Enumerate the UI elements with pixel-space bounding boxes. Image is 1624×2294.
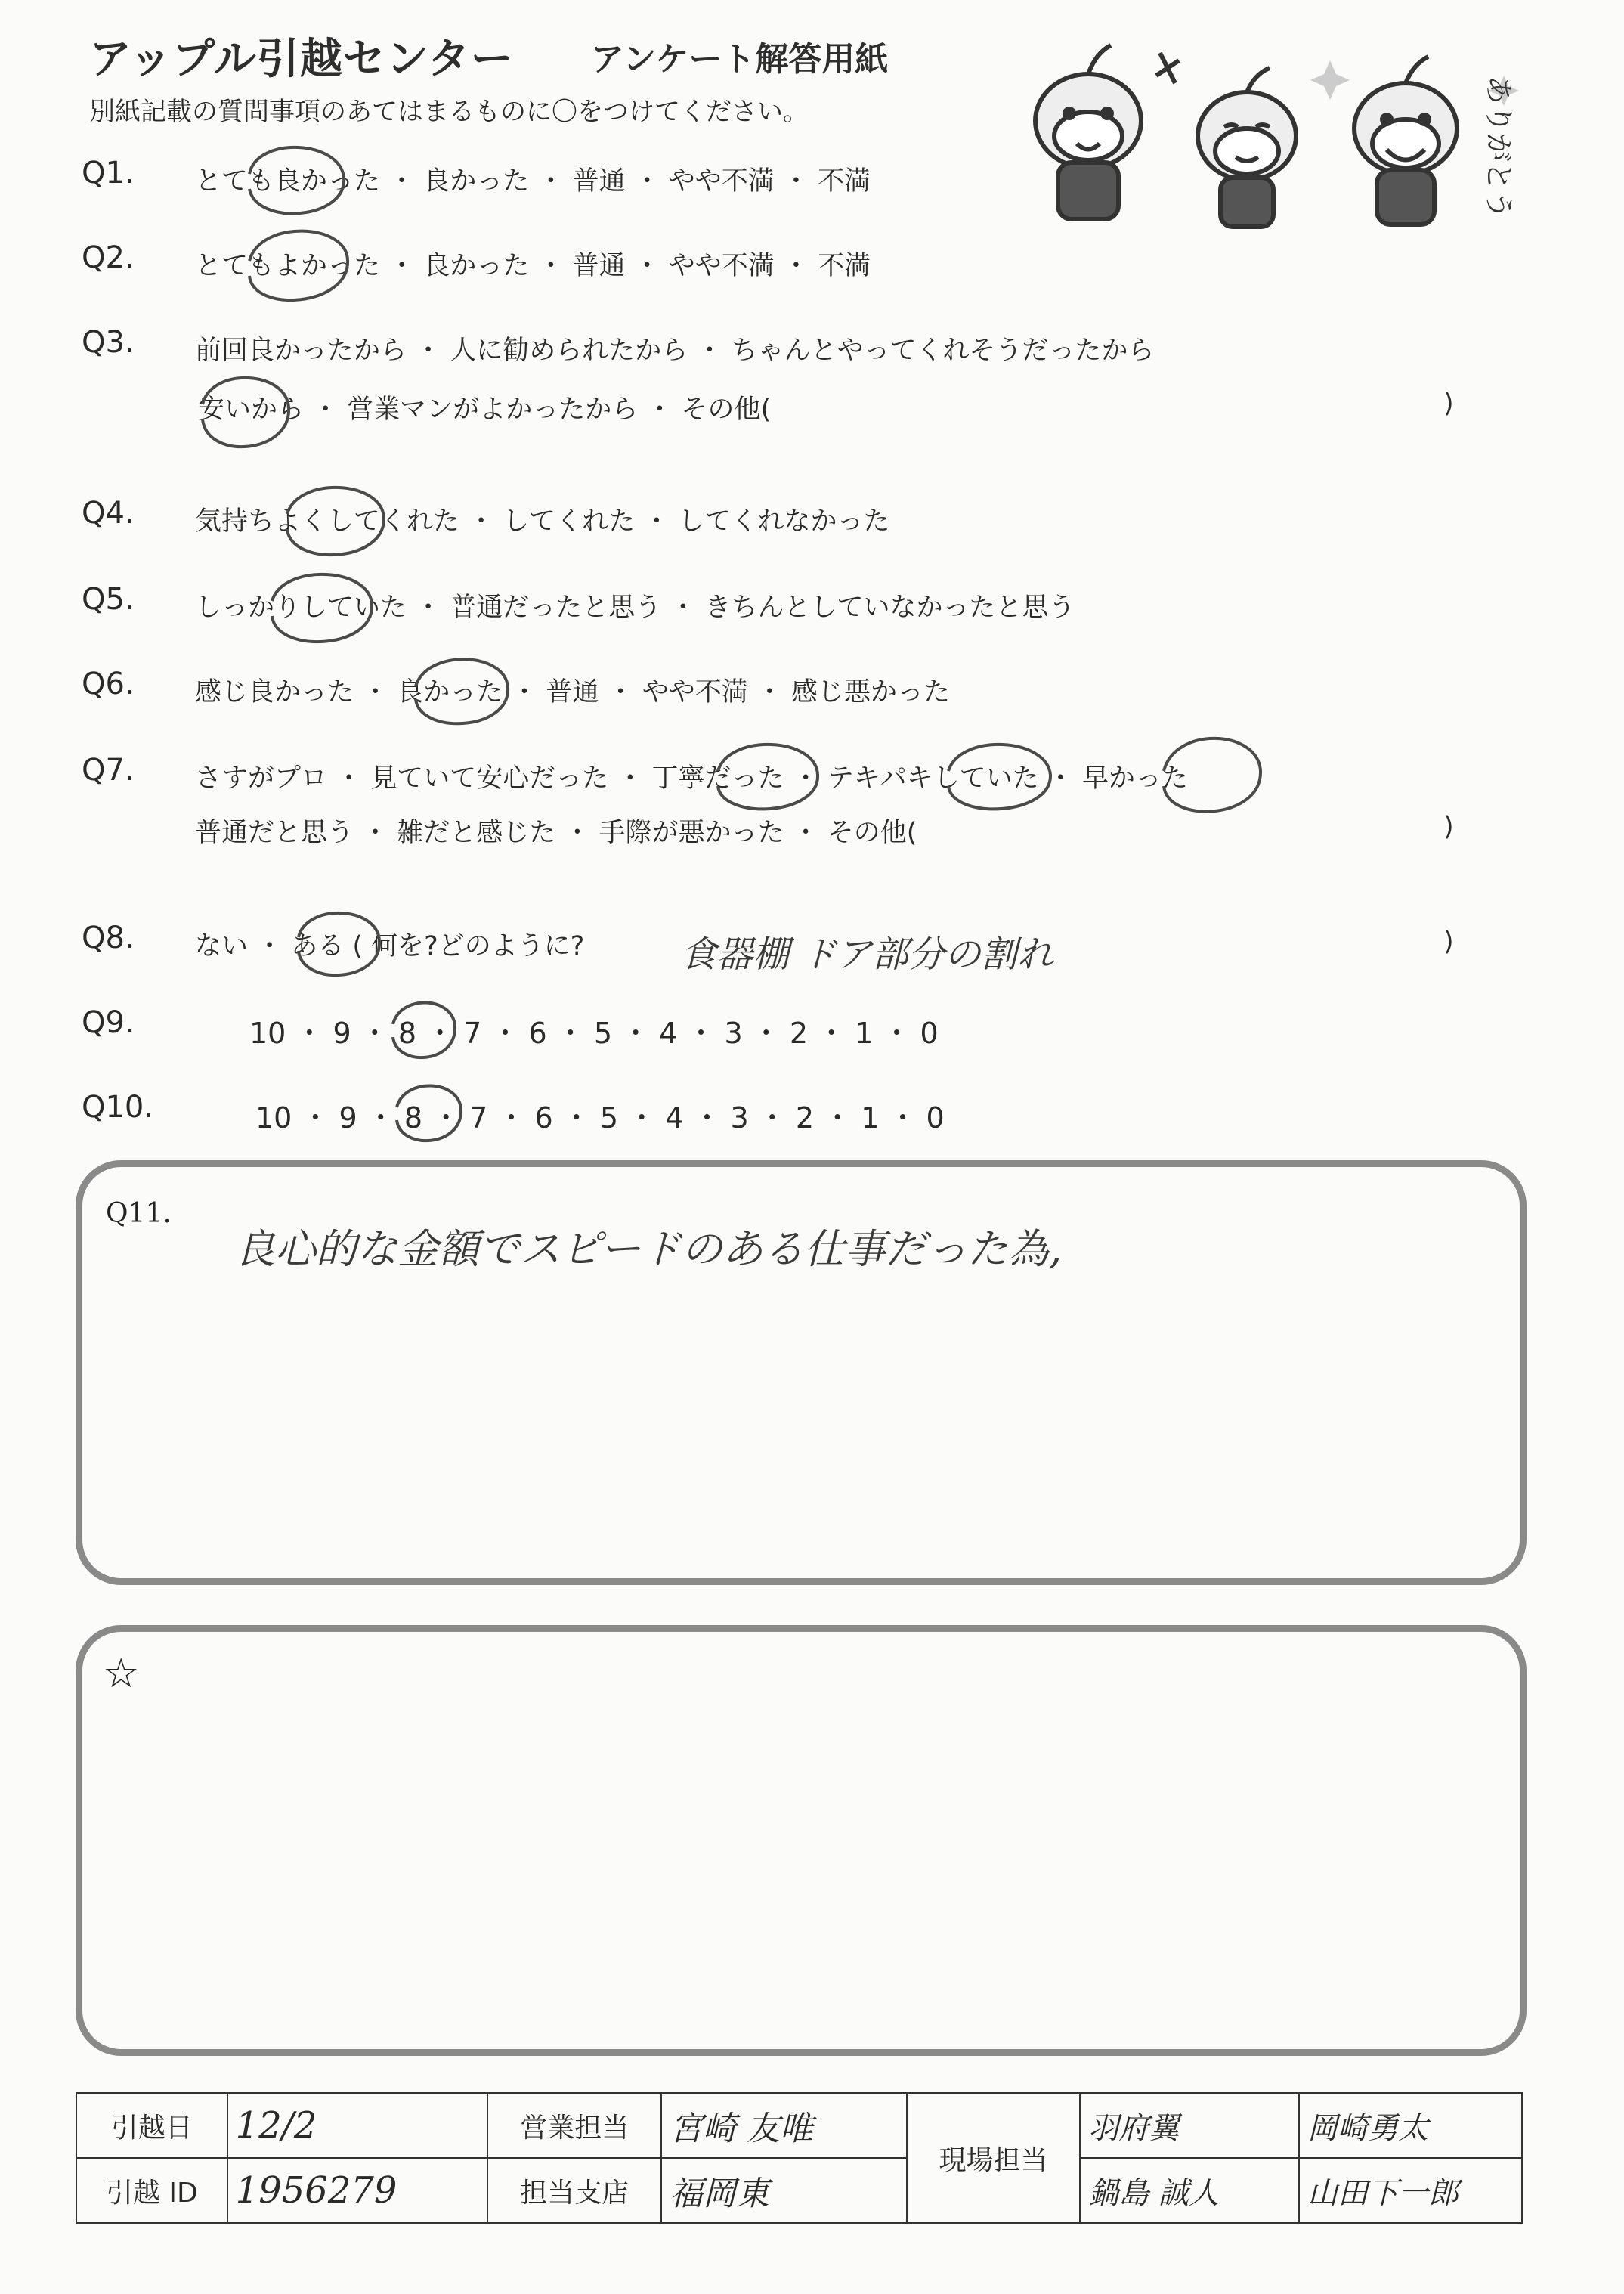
q4-label: Q4. [82,496,135,531]
staff-1: 羽府翼 [1080,2093,1299,2158]
sales-value: 宮崎 友唯 [661,2093,907,2158]
q8-options: ない ・ ある ( 何を?どのように? [195,931,585,961]
footer-table [76,2092,1523,2224]
comment-box [76,1625,1527,2056]
q10-label: Q10. [82,1090,154,1125]
q3-close-paren: ) [1443,389,1454,419]
move-id-label: 引越 ID [76,2158,227,2223]
q2-options: とてもよかった ・ 良かった ・ 普通 ・ やや不満 ・ 不満 [195,251,871,281]
brand-title: アップル引越センター [89,35,514,84]
q3-label: Q3. [82,325,135,360]
instructions: 別紙記載の質問事項のあてはまるものに〇をつけてください。 [89,97,809,127]
q7-options-line1: さすがプロ ・ 見ていて安心だった ・ 丁寧だった ・ テキパキしていた ・ 早かった [195,763,1189,794]
q6-options: 感じ良かった ・ 良かった ・ 普通 ・ やや不満 ・ 感じ悪かった [195,677,951,707]
staff-4: 山田下一郎 [1299,2158,1522,2223]
q1-options: とても良かった ・ 良かった ・ 普通 ・ やや不満 ・ 不満 [195,166,871,197]
q8-close-paren: ) [1443,927,1454,957]
star-label: ☆ [103,1649,140,1697]
q5-label: Q5. [82,582,135,617]
staff-3: 鍋島 誠人 [1080,2158,1299,2223]
staff-2: 岡崎勇太 [1299,2093,1522,2158]
sales-label: 営業担当 [487,2093,661,2158]
mascot-caption: ありがとう [1482,76,1515,220]
form-subtitle: アンケート解答用紙 [591,40,889,79]
q4-options: 気持ちよくしてくれた ・ してくれた ・ してくれなかった [195,506,890,537]
q5-options: しっかりしていた ・ 普通だったと思う ・ きちんとしていなかったと思う [195,593,1075,623]
q1-label: Q1. [82,156,135,190]
q3-options-line1: 前回良かったから ・ 人に勧められたから ・ ちゃんとやってくれそうだったから [195,336,1155,366]
q8-handwritten-answer: 食器棚 ドア部分の割れ [680,933,1053,976]
q9-scale: 10 ・ 9 ・ 8 ・ 7 ・ 6 ・ 5 ・ 4 ・ 3 ・ 2 ・ 1 ・ 0 [249,1017,939,1050]
q6-label: Q6. [82,667,135,701]
branch-label: 担当支店 [487,2158,661,2223]
q11-handwritten-answer: 良心的な金額でスピードのある仕事だった為, [234,1225,1063,1273]
mascot-illustration [1005,30,1549,234]
q3-options-line2: 安いから ・ 営業マンがよかったから ・ その他( [198,395,772,425]
move-date-label: 引越日 [76,2093,227,2158]
move-id-value: 1956279 [227,2158,488,2223]
q7-label: Q7. [82,753,135,788]
q9-label: Q9. [82,1005,135,1040]
branch-value: 福岡東 [661,2158,907,2223]
q11-label: Q11. [106,1198,172,1229]
q7-close-paren: ) [1443,812,1454,842]
q8-label: Q8. [82,921,135,955]
q2-label: Q2. [82,240,135,275]
q10-scale: 10 ・ 9 ・ 8 ・ 7 ・ 6 ・ 5 ・ 4 ・ 3 ・ 2 ・ 1 ・ 0 [255,1101,945,1135]
q7-options-line2: 普通だと思う ・ 雑だと感じた ・ 手際が悪かった ・ その他( [195,818,917,848]
move-date-value: 12/2 [227,2093,488,2158]
site-label: 現場担当 [907,2093,1081,2223]
